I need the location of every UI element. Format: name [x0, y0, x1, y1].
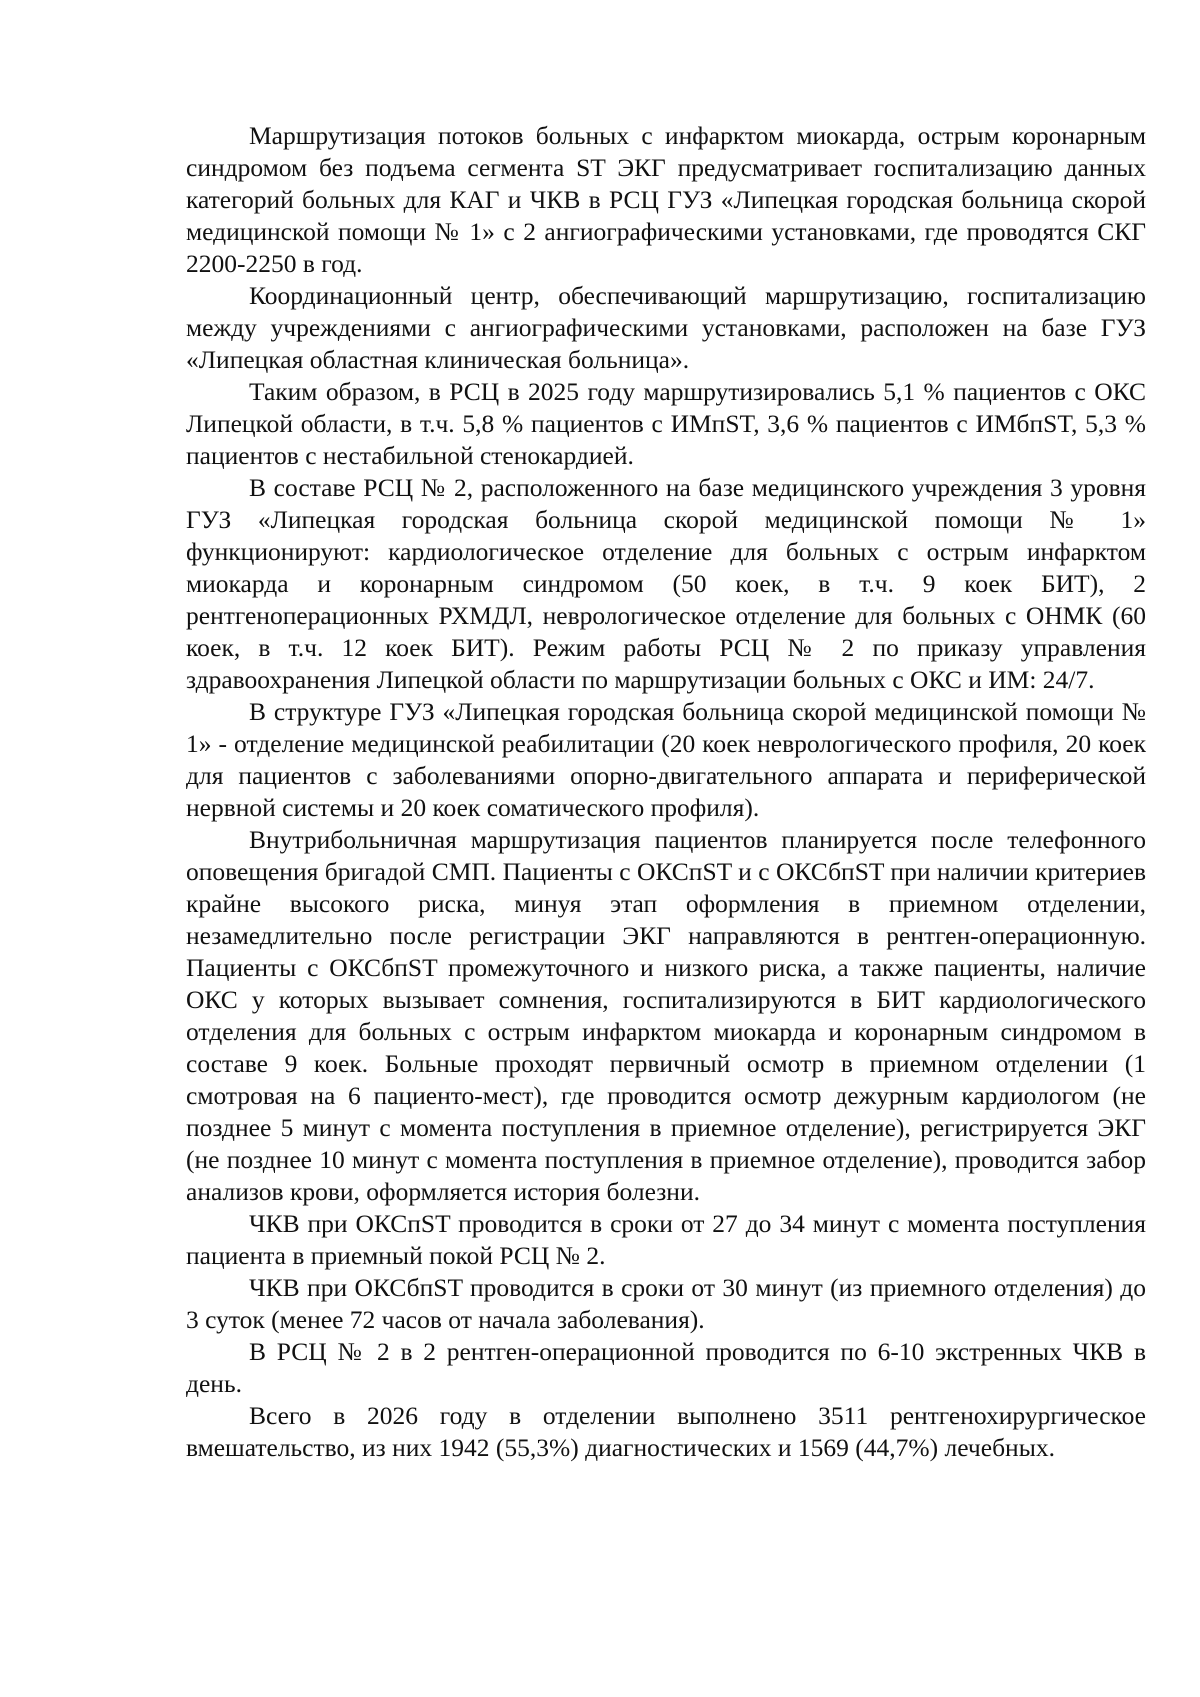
- paragraph-coordination-center: Координационный центр, обеспечивающий маршрутизацию, госпитализацию между учреждениями с ангиографическими установками, расположен на базе ГУЗ «Липецкая областная клиническая больница».: [186, 281, 1146, 374]
- paragraph-pci-nstemi-timing: ЧКВ при ОКСбпST проводится в сроки от 30 минут (из приемного отделения) до 3 суток (менее 72 часов от начала заболевания).: [186, 1273, 1146, 1334]
- paragraph-pci-stemi-timing: ЧКВ при ОКСпST проводится в сроки от 27 до 34 минут с момента поступления пациента в приемный покой РСЦ № 2.: [186, 1209, 1146, 1270]
- paragraph-emergency-pci-daily: В РСЦ № 2 в 2 рентген-операционной проводится по 6-10 экстренных ЧКВ в день.: [186, 1337, 1146, 1398]
- paragraph-routing-flows: Маршрутизация потоков больных с инфарктом миокарда, острым коронарным синдромом без подъема сегмента ST ЭКГ предусматривает госпитализацию данных категорий больных для КАГ и ЧКВ в РСЦ ГУЗ «Липецкая городская больница скорой медицинской помощи № 1» с 2 ангиографическими установками, где проводятся СКГ 2200-2250 в год.: [186, 121, 1146, 278]
- document-body: [186, 120, 1146, 1464]
- paragraph-routing-statistics: Таким образом, в РСЦ в 2025 году маршрутизировались 5,1 % пациентов с ОКС Липецкой области, в т.ч. 5,8 % пациентов с ИМпST, 3,6 % пациентов с ИМбпST, 5,3 % пациентов с нестабильной стенокардией.: [186, 377, 1146, 470]
- paragraph-rsc-composition: В составе РСЦ № 2, расположенного на базе медицинского учреждения 3 уровня ГУЗ «Липецкая городская больница скорой медицинской помощи № 1» функционируют: кардиологическое отделение для больных с острым инфарктом миокарда и коронарным синдромом (50 коек, в т.ч. 9 коек БИТ), 2 рентгеноперационных РХМДЛ, неврологическое отделение для больных с ОНМК (60 коек, в т.ч. 12 коек БИТ). Режим работы РСЦ № 2 по приказу управления здравоохранения Липецкой области по маршрутизации больных с ОКС и ИМ: 24/7.: [186, 473, 1146, 694]
- paragraph-interventions-total: Всего в 2026 году в отделении выполнено 3511 рентгенохирургическое вмешательство, из них 1942 (55,3%) диагностических и 1569 (44,7%) лечебных.: [186, 1401, 1146, 1462]
- paragraph-rehabilitation-unit: В структуре ГУЗ «Липецкая городская больница скорой медицинской помощи № 1» - отделение медицинской реабилитации (20 коек неврологического профиля, 20 коек для пациентов с заболеваниями опорно-двигательного аппарата и периферической нервной системы и 20 коек соматического профиля).: [186, 697, 1146, 822]
- paragraph-in-hospital-routing: Внутрибольничная маршрутизация пациентов планируется после телефонного оповещения бригадой СМП. Пациенты с ОКСпST и с ОКСбпST при наличии критериев крайне высокого риска, минуя этап оформления в приемном отделении, незамедлительно после регистрации ЭКГ направляются в рентген-операционную. Пациенты с ОКСбпST промежуточного и низкого риска, а также пациенты, наличие ОКС у которых вызывает сомнения, госпитализируются в БИТ кардиологического отделения для больных с острым инфарктом миокарда и коронарным синдромом в составе 9 коек. Больные проходят первичный осмотр в приемном отделении (1 смотровая на 6 пациенто-мест), где проводится осмотр дежурным кардиологом (не позднее 5 минут с момента поступления в приемное отделение), регистрируется ЭКГ (не позднее 10 минут с момента поступления в приемное отделение), проводится забор анализов крови, оформляется история болезни.: [186, 825, 1146, 1206]
